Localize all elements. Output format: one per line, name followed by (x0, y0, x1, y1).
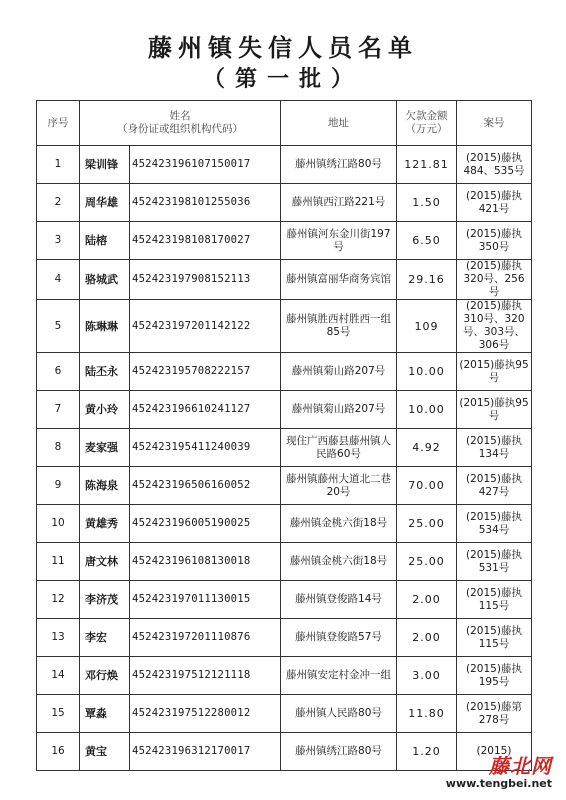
cell-address: 藤州镇绣江路80号 (281, 733, 397, 771)
cell-amount: 10.00 (397, 353, 457, 391)
cell-name: 周华雄 (80, 184, 130, 222)
table-row (37, 581, 532, 619)
cell-address: 藤州镇登俊路57号 (281, 619, 397, 657)
cell-case: (2015)藤执484、535号 (457, 146, 532, 184)
table-row (37, 657, 532, 695)
cell-amount: 29.16 (397, 260, 457, 300)
cell-case: (2015)藤第278号 (457, 695, 532, 733)
cell-name: 梁训锋 (80, 146, 130, 184)
cell-no: 7 (37, 391, 80, 429)
cell-no: 15 (37, 695, 80, 733)
table-row (37, 260, 532, 300)
cell-amount: 121.81 (397, 146, 457, 184)
table-row (37, 391, 532, 429)
cell-no: 8 (37, 429, 80, 467)
blacklist-table (36, 100, 532, 771)
cell-case: (2015)藤执531号 (457, 543, 532, 581)
cell-no: 16 (37, 733, 80, 771)
cell-no: 3 (37, 222, 80, 260)
cell-amount: 109 (397, 300, 457, 353)
cell-amount: 3.00 (397, 657, 457, 695)
cell-case: (2015)藤执115号 (457, 619, 532, 657)
cell-id: 452423197908152113 (130, 260, 281, 300)
col-header-amount-line2: （万元） (405, 123, 448, 135)
cell-case: (2015)藤执95号 (457, 353, 532, 391)
col-header-name-line1: 姓名 (169, 110, 191, 122)
cell-id: 452423196312170017 (130, 733, 281, 771)
col-header-amount (397, 101, 457, 146)
cell-id: 452423198101255036 (130, 184, 281, 222)
table-row (37, 543, 532, 581)
page-title: 藤州镇失信人员名单 (148, 34, 418, 62)
cell-no: 2 (37, 184, 80, 222)
col-header-name-line2: （身份证或组织机构代码） (117, 123, 243, 135)
cell-address: 藤州镇菊山路207号 (281, 353, 397, 391)
cell-amount: 6.50 (397, 222, 457, 260)
cell-no: 13 (37, 619, 80, 657)
cell-id: 452423195708222157 (130, 353, 281, 391)
table-row (37, 467, 532, 505)
cell-name: 陈琳琳 (80, 300, 130, 353)
cell-no: 5 (37, 300, 80, 353)
cell-amount: 25.00 (397, 505, 457, 543)
cell-no: 6 (37, 353, 80, 391)
cell-no: 1 (37, 146, 80, 184)
cell-case: (2015)藤执421号 (457, 184, 532, 222)
cell-name: 陆榕 (80, 222, 130, 260)
table-row (37, 353, 532, 391)
cell-case: (2015)藤执195号 (457, 657, 532, 695)
cell-address: 藤州镇登俊路14号 (281, 581, 397, 619)
cell-no: 9 (37, 467, 80, 505)
cell-amount: 1.20 (397, 733, 457, 771)
cell-address: 藤州镇菊山路207号 (281, 391, 397, 429)
cell-address: 藤州镇胜西村胜西一组85号 (281, 300, 397, 353)
cell-id: 452423197512280012 (130, 695, 281, 733)
table-row (37, 146, 532, 184)
cell-no: 4 (37, 260, 80, 300)
cell-id: 452423196108130018 (130, 543, 281, 581)
col-header-name (80, 101, 281, 146)
cell-case: (2015) (457, 733, 532, 771)
cell-id: 452423196107150017 (130, 146, 281, 184)
cell-case: (2015)藤执320号、256号 (457, 260, 532, 300)
cell-id: 452423196005190025 (130, 505, 281, 543)
site-url: www.tengbei.net (445, 777, 552, 790)
cell-address: 藤州镇富丽华商务宾馆 (281, 260, 397, 300)
cell-case: (2015)藤执534号 (457, 505, 532, 543)
cell-name: 麦家强 (80, 429, 130, 467)
cell-name: 黄宝 (80, 733, 130, 771)
cell-id: 452423197512121118 (130, 657, 281, 695)
cell-address: 藤州镇藤州大道北二巷20号 (281, 467, 397, 505)
cell-name: 陆丕永 (80, 353, 130, 391)
table-row (37, 695, 532, 733)
cell-id: 452423196610241127 (130, 391, 281, 429)
col-header-address: 地址 (281, 101, 397, 146)
table-row (37, 429, 532, 467)
watermark (446, 750, 552, 790)
cell-name: 陈海泉 (80, 467, 130, 505)
cell-id: 452423197201110876 (130, 619, 281, 657)
cell-address: 现住广西藤县藤州镇人民路60号 (281, 429, 397, 467)
cell-no: 12 (37, 581, 80, 619)
cell-no: 10 (37, 505, 80, 543)
table-body (37, 146, 532, 771)
cell-name: 骆城武 (80, 260, 130, 300)
cell-amount: 70.00 (397, 467, 457, 505)
table-row (37, 300, 532, 353)
cell-address: 藤州镇西江路221号 (281, 184, 397, 222)
cell-id: 452423197011130015 (130, 581, 281, 619)
cell-case: (2015)藤执134号 (457, 429, 532, 467)
cell-no: 14 (37, 657, 80, 695)
cell-address: 藤州镇人民路80号 (281, 695, 397, 733)
table-row (37, 619, 532, 657)
cell-case: (2015)藤执427号 (457, 467, 532, 505)
cell-address: 藤州镇金桃六街18号 (281, 543, 397, 581)
cell-name: 唐文林 (80, 543, 130, 581)
cell-name: 邓行焕 (80, 657, 130, 695)
cell-amount: 11.80 (397, 695, 457, 733)
cell-amount: 2.00 (397, 619, 457, 657)
cell-amount: 25.00 (397, 543, 457, 581)
site-logo: 藤北网 (489, 754, 552, 778)
table-row (37, 505, 532, 543)
cell-case: (2015)藤执115号 (457, 581, 532, 619)
page-subtitle: （第一批） (202, 67, 363, 92)
cell-name: 覃淼 (80, 695, 130, 733)
cell-name: 黄雄秀 (80, 505, 130, 543)
cell-address: 藤州镇安定村金冲一组 (281, 657, 397, 695)
cell-id: 452423198108170027 (130, 222, 281, 260)
cell-case: (2015)藤执95号 (457, 391, 532, 429)
col-header-no: 序号 (37, 101, 80, 146)
cell-address: 藤州镇河东金川街197号 (281, 222, 397, 260)
cell-name: 李宏 (80, 619, 130, 657)
cell-case: (2015)藤执310号、320号、303号、306号 (457, 300, 532, 353)
table-header-row (37, 101, 532, 146)
cell-amount: 1.50 (397, 184, 457, 222)
cell-id: 452423195411240039 (130, 429, 281, 467)
cell-name: 黄小玲 (80, 391, 130, 429)
cell-amount: 4.92 (397, 429, 457, 467)
cell-id: 452423197201142122 (130, 300, 281, 353)
cell-amount: 2.00 (397, 581, 457, 619)
table-row (37, 222, 532, 260)
cell-id: 452423196506160052 (130, 467, 281, 505)
cell-case: (2015)藤执350号 (457, 222, 532, 260)
cell-amount: 10.00 (397, 391, 457, 429)
cell-no: 11 (37, 543, 80, 581)
cell-address: 藤州镇绣江路80号 (281, 146, 397, 184)
col-header-amount-line1: 欠款金额 (405, 110, 448, 122)
cell-name: 李济茂 (80, 581, 130, 619)
col-header-case: 案号 (457, 101, 532, 146)
cell-address: 藤州镇金桃六街18号 (281, 505, 397, 543)
table-row (37, 184, 532, 222)
